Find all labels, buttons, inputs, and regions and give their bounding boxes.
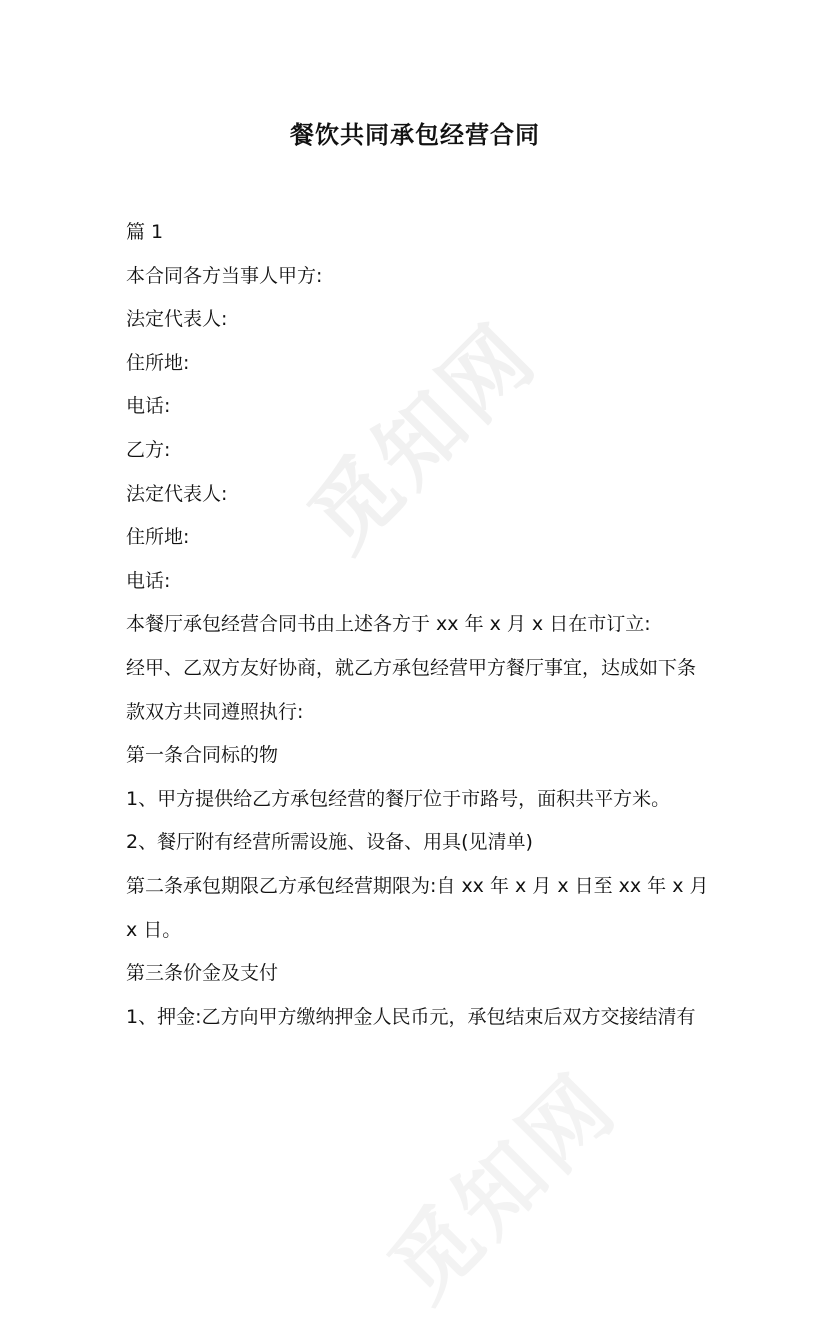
party-a-phone: 电话: (126, 395, 171, 418)
watermark: 觅知网 (290, 304, 557, 571)
party-a-address: 住所地: (126, 351, 190, 374)
party-b-line: 乙方: (126, 438, 171, 461)
article-1-item-2: 2、餐厅附有经营所需设施、设备、用具(见清单) (126, 831, 533, 854)
article-2-line-2: x 日。 (126, 918, 182, 941)
section-label: 篇 1 (126, 221, 164, 243)
party-b-phone: 电话: (126, 569, 171, 592)
document-title: 餐饮共同承包经营合同 (290, 121, 540, 149)
article-1-item-1: 1、甲方提供给乙方承包经营的餐厅位于市路号，面积共平方米。 (126, 787, 671, 810)
party-b-address: 住所地: (126, 526, 190, 549)
article-1-heading: 第一条合同标的物 (126, 744, 279, 767)
article-3-item-1: 1、押金:乙方向甲方缴纳押金人民币元，承包结束后双方交接结清有 (126, 1005, 696, 1028)
party-a-line: 本合同各方当事人甲方: (126, 264, 323, 287)
contract-signing-line: 本餐厅承包经营合同书由上述各方于 xx 年 x 月 x 日在市订立: (126, 613, 651, 636)
article-3-heading: 第三条价金及支付 (126, 962, 279, 985)
preamble-line-2: 款双方共同遵照执行: (126, 700, 304, 723)
party-a-rep: 法定代表人: (126, 308, 228, 331)
preamble-line-1: 经甲、乙双方友好协商，就乙方承包经营甲方餐厅事宜，达成如下条 (126, 656, 697, 679)
document-body (126, 211, 716, 1039)
article-2-line-1: 第二条承包期限乙方承包经营期限为:自 xx 年 x 月 x 日至 xx 年 x 月 (126, 874, 709, 897)
party-b-rep: 法定代表人: (126, 482, 228, 505)
watermark-bottom: 觅知网 (370, 1054, 637, 1321)
